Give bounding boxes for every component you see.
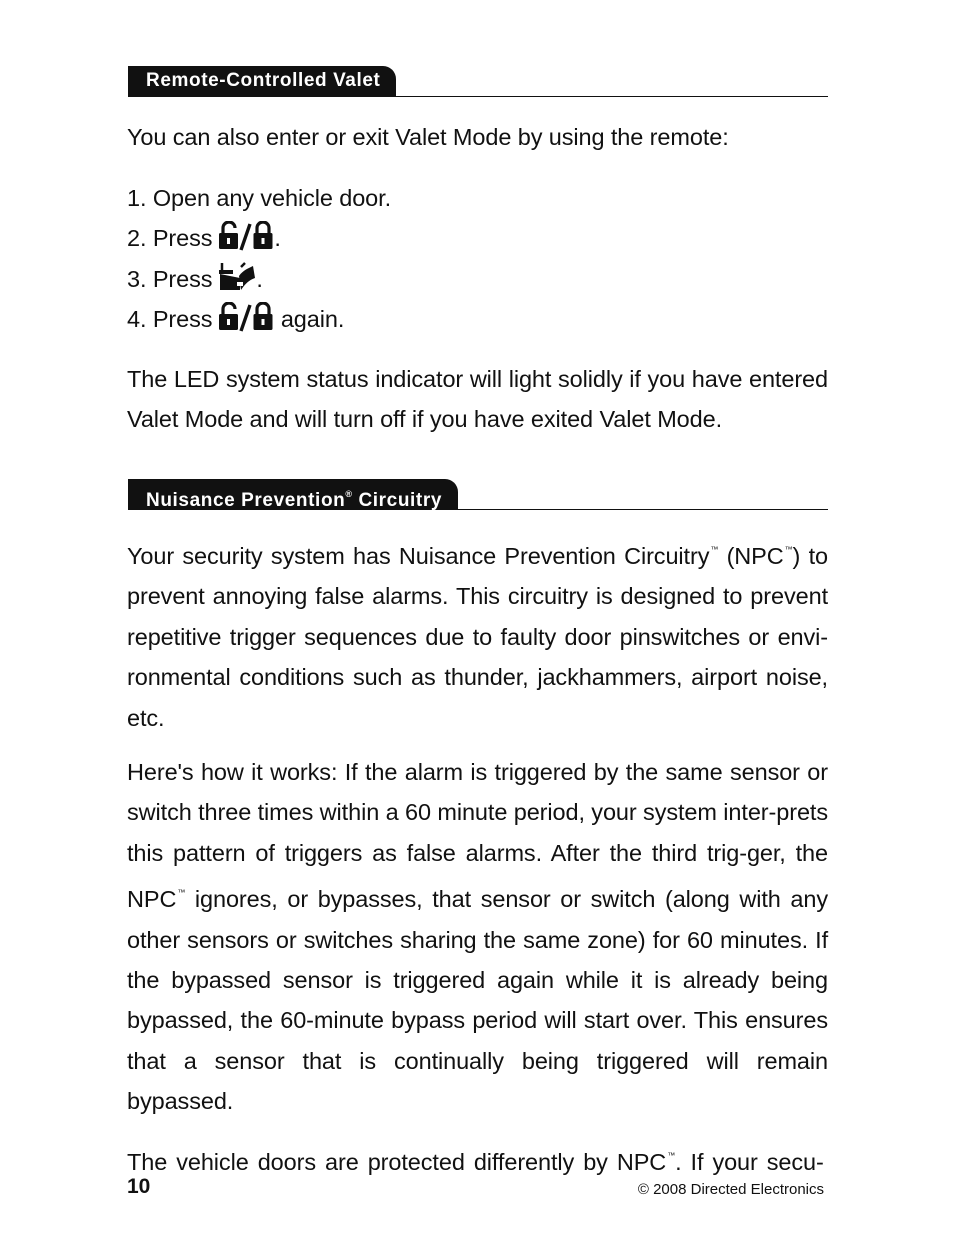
- section-title-valet: Remote-Controlled Valet: [128, 66, 396, 96]
- copyright-notice: © 2008 Directed Electronics: [637, 1181, 824, 1198]
- trademark-mark: ™: [710, 545, 719, 554]
- step-4-text: 4. Press: [127, 306, 213, 333]
- npc-p3-text-b: . If your secu-: [675, 1149, 824, 1175]
- npc-paragraph-1: [127, 530, 828, 738]
- trademark-mark: ™: [177, 888, 186, 898]
- npc-paragraph-3: [127, 1136, 828, 1182]
- lock-unlock-icon: [219, 302, 273, 344]
- valet-steps-list: [127, 178, 828, 340]
- section-header-npc: [128, 479, 828, 510]
- npc-p3-text-a: The vehicle doors are protected differently by NPC: [127, 1149, 667, 1175]
- npc-p2-text-a: Here's how it works: If the alarm is triggered by the same sensor or switch three times within a 60 minute period, your system inter-prets this pattern of triggers as false alarms. After the third trig-ger, the NPC: [127, 759, 828, 913]
- lock-unlock-icon: [219, 221, 273, 263]
- list-item: [127, 178, 828, 218]
- valet-intro: You can also enter or exit Valet Mode by using the remote:: [127, 124, 729, 150]
- registered-mark: ®: [345, 489, 353, 499]
- step-2-text: 2. Press: [127, 225, 213, 252]
- step-2-suffix: .: [274, 225, 281, 252]
- car-horn-icon: [219, 262, 255, 304]
- step-4-suffix: again.: [274, 306, 345, 333]
- npc-title-main: Nuisance Prevention: [146, 490, 346, 511]
- section-header-valet: [128, 66, 828, 97]
- step-3-text: 3. Press: [127, 265, 213, 292]
- npc-p1-text-a: Your security system has Nuisance Prevention Circuitry: [127, 543, 710, 569]
- page-number: 10: [127, 1175, 151, 1198]
- led-indicator-paragraph: The LED system status indicator will light solidly if you have entered Valet Mode and will turn off if you have exited Valet Mode.: [127, 366, 828, 433]
- npc-title-end: Circuitry: [352, 490, 443, 511]
- npc-p2-text-b: ignores, or bypasses, that sensor or switch (along with any other sensors or switches sharing the same zone) for 60 minutes. If the bypassed sensor is triggered again while it is already being bypassed, the 60-minute bypass period will start over. This ensures that a sensor that is continually being triggered will remain bypassed.: [127, 886, 828, 1115]
- step-3-suffix: .: [256, 265, 263, 292]
- trademark-mark: ™: [784, 545, 793, 554]
- npc-p1-text-c: ) to prevent annoying false alarms. This circuitry is designed to prevent repetitive trigger sequences due to faulty door pinswitches or envi-ronmental conditions such as thunder, jackhammers, airport noise, etc.: [127, 543, 828, 731]
- npc-p1-text-b: (NPC: [718, 543, 784, 569]
- list-item: [127, 299, 828, 339]
- list-item: [127, 218, 828, 258]
- step-1-text: 1. Open any vehicle door.: [127, 185, 392, 211]
- list-item: [127, 259, 828, 299]
- section-title-npc: [128, 479, 458, 509]
- npc-paragraph-2: [127, 752, 828, 1122]
- trademark-mark: ™: [667, 1151, 676, 1160]
